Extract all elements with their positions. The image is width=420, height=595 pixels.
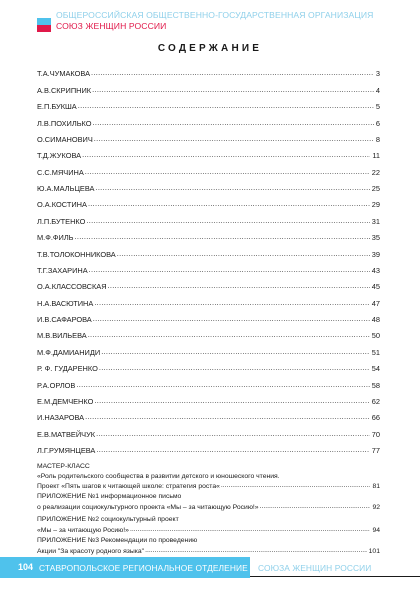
toc-entry: [37, 357, 380, 373]
author-name: Р.А.ОРЛОВ: [37, 380, 76, 390]
toc-entry: [37, 275, 380, 291]
leader-dots: [93, 314, 370, 323]
author-name: О.А.КОСТИНА: [37, 200, 87, 210]
leader-dots: [108, 281, 370, 290]
page-number: 4: [375, 85, 380, 95]
toc-entry: [37, 324, 380, 340]
author-name: О.СИМАНОВИЧ: [37, 134, 93, 144]
appendix-2-entry: [37, 515, 380, 535]
page-number: 47: [371, 298, 380, 308]
page-number: 70: [371, 429, 380, 439]
leader-dots: [94, 298, 369, 307]
appendix-3-entry: [37, 536, 380, 556]
page-number: 66: [371, 413, 380, 423]
leader-dots: [85, 412, 370, 421]
page-number: 48: [371, 315, 380, 324]
page-number: 50: [371, 331, 380, 341]
page-number: 25: [371, 184, 380, 193]
leader-dots: [96, 429, 370, 438]
author-name: Е.М.ДЕМЧЕНКО: [37, 396, 94, 406]
author-name: Е.В.МАТВЕЙЧУК: [37, 429, 96, 439]
page-title: СОДЕРЖАНИЕ: [157, 43, 263, 54]
leader-dots: [260, 502, 371, 512]
leader-dots: [130, 525, 370, 535]
page-number: 58: [371, 380, 380, 390]
appendix-2-line1: ПРИЛОЖЕНИЕ №2 социокультурный проект: [37, 516, 179, 523]
footer-rule: [250, 576, 420, 577]
page-number: 54: [371, 364, 380, 374]
toc-entry: [37, 144, 380, 160]
toc-entry: [37, 209, 380, 225]
leader-dots: [76, 380, 369, 389]
author-name: Т.Д.ЖУКОВА: [37, 151, 82, 161]
leader-dots: [85, 167, 370, 176]
leader-dots: [99, 363, 370, 372]
toc-entry: [37, 78, 380, 94]
toc-entry: [37, 439, 380, 455]
page-number: 6: [375, 118, 380, 128]
leader-dots: [89, 265, 370, 274]
organization-union: СОЮЗ ЖЕНЩИН РОССИИ: [56, 20, 167, 31]
master-class-heading: МАСТЕР-КЛАСС: [37, 463, 90, 470]
toc-entry: [37, 422, 380, 438]
page-number: 22: [371, 167, 380, 177]
page-number: 11: [372, 151, 380, 161]
footer-union: СОЮЗА ЖЕНЩИН РОССИИ: [258, 562, 372, 573]
page-number: 81: [372, 483, 380, 491]
page-number: 101: [368, 547, 380, 555]
author-name: И.НАЗАРОВА: [37, 413, 85, 423]
toc-entry: [37, 177, 380, 193]
leader-dots: [145, 546, 367, 556]
page-number: 5: [375, 102, 380, 112]
author-name: Т.А.ЧУМАКОВА: [37, 69, 91, 79]
page-number: 39: [371, 249, 380, 259]
leader-dots: [88, 199, 370, 208]
page-number: 29: [371, 200, 380, 210]
leader-dots: [78, 101, 374, 110]
appendix-3-line1: ПРИЛОЖЕНИЕ №3 Рекомендации по проведению: [37, 537, 198, 544]
page-number: 77: [371, 446, 380, 455]
leader-dots: [96, 445, 369, 454]
author-name: С.С.МЯЧИНА: [37, 167, 84, 177]
leader-dots: [93, 118, 374, 127]
author-name: Е.П.БУКША: [37, 102, 77, 112]
author-name: Н.А.ВАСЮТИНА: [37, 298, 94, 308]
author-name: Р. Ф. ГУДАРЕНКО: [37, 364, 98, 374]
appendix-1-line1: ПРИЛОЖЕНИЕ №1 информационное письмо: [37, 493, 182, 500]
author-name: О.А.КЛАССОВСКАЯ: [37, 282, 107, 292]
leader-dots: [92, 85, 374, 94]
leader-dots: [117, 249, 370, 258]
author-name: Т.Г.ЗАХАРИНА: [37, 265, 88, 275]
page-number: 8: [375, 134, 380, 144]
appendix-1-entry: [37, 492, 380, 512]
page-number: 94: [372, 526, 380, 534]
appendix-3-line2: Акции "За красоту родного языка": [37, 547, 145, 555]
toc-entry: [37, 193, 380, 209]
page-footer: [0, 557, 420, 578]
leader-dots: [91, 68, 374, 77]
page-number: 31: [371, 216, 380, 226]
author-name: Л.П.БУТЕНКО: [37, 216, 86, 226]
author-name: Л.В.ПОХИЛЬКО: [37, 118, 92, 128]
leader-dots: [94, 396, 369, 405]
leader-dots: [86, 216, 369, 225]
master-class-line1: «Роль родительского сообщества в развитии детского и юношеского чтения.: [37, 472, 280, 480]
footer-page-number: 104: [18, 562, 34, 572]
toc-entry: [37, 95, 380, 111]
appendix-2-line2: «Мы – за читающую Росию!»: [37, 526, 129, 534]
toc-entry: [37, 128, 380, 144]
leader-dots: [95, 183, 369, 192]
toc-entry: [37, 291, 380, 307]
footer-region: СТАВРОПОЛЬСКОЕ РЕГИОНАЛЬНОЕ ОТДЕЛЕНИЕ: [39, 562, 248, 573]
toc-entry: [37, 373, 380, 389]
page-number: 3: [375, 69, 380, 79]
toc-entry: [37, 308, 380, 324]
author-name: М.Ф.ДАМИАНИДИ: [37, 347, 101, 357]
flag-stripe-white: [37, 11, 51, 18]
flag-stripe-red: [37, 25, 51, 32]
author-name: Ю.А.МАЛЬЦЕВА: [37, 184, 95, 193]
leader-dots: [221, 481, 371, 491]
toc-entry: [37, 111, 380, 127]
page-number: 43: [371, 265, 380, 275]
page-number: 35: [371, 233, 380, 243]
organization-header: [56, 10, 373, 31]
master-class-line2: Проект «Пять шагов к читающей школе: стратегия роста«: [37, 483, 220, 491]
leader-dots: [88, 330, 370, 339]
toc-entry: [37, 226, 380, 242]
toc-entry: [37, 242, 380, 258]
organization-name: ОБЩЕРОССИЙСКАЯ ОБЩЕСТВЕННО-ГОСУДАРСТВЕННАЯ ОРГАНИЗАЦИЯ: [56, 10, 374, 20]
toc-entry: [37, 259, 380, 275]
author-name: М.В.ВИЛЬЕВА: [37, 331, 87, 341]
toc-entry: [37, 62, 380, 78]
leader-dots: [94, 134, 374, 143]
toc-entry: [37, 390, 380, 406]
appendix-1-line2: о реализации социокультурного проекта «Мы – за читающую Росию!»: [37, 503, 259, 511]
toc-entry: [37, 406, 380, 422]
page-number: 62: [371, 396, 380, 406]
toc-entry: [37, 160, 380, 176]
page-number: 45: [371, 282, 380, 292]
toc-entry: [37, 340, 380, 356]
master-class-entry: [37, 462, 380, 492]
author-name: А.В.СКРИПНИК: [37, 85, 92, 95]
table-of-contents: [37, 62, 380, 455]
leader-dots: [75, 232, 370, 241]
leader-dots: [82, 150, 370, 159]
leader-dots: [101, 347, 370, 356]
page-number: 92: [372, 503, 380, 511]
page-number: 51: [371, 347, 380, 357]
author-name: М.Ф.ФИЛЬ: [37, 233, 74, 243]
author-name: Т.В.ТОЛОКОННИКОВА: [37, 249, 116, 259]
author-name: И.В.САФАРОВА: [37, 315, 92, 324]
author-name: Л.Г.РУМЯНЦЕВА: [37, 446, 96, 455]
flag-stripe-blue: [37, 18, 51, 25]
flag-icon: [37, 11, 51, 32]
